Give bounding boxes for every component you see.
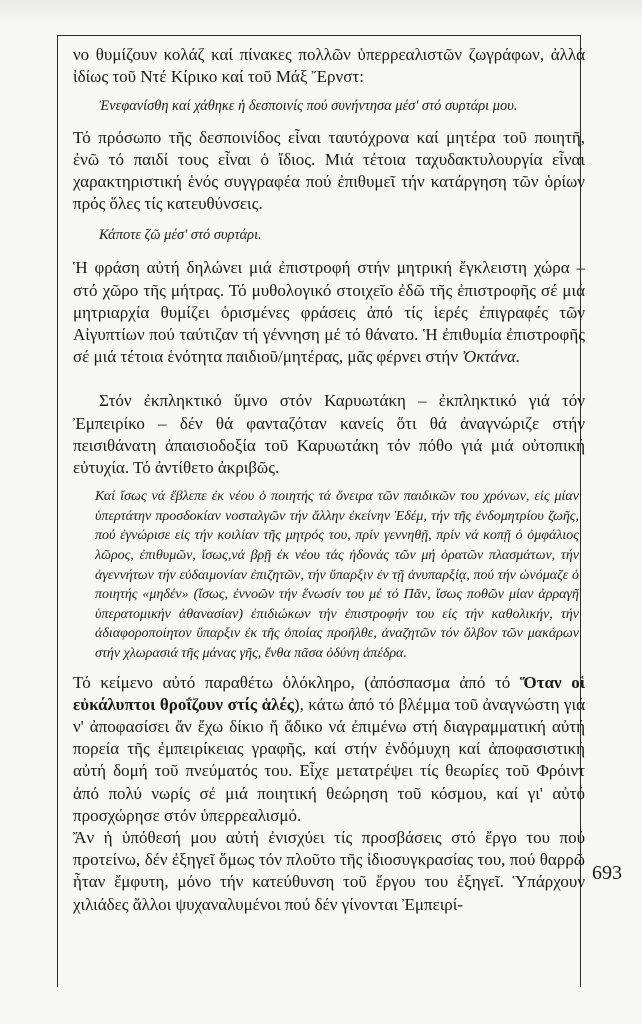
paragraph-2-text: Τό πρόσωπο τῆς δεσποινίδος εἶναι ταυτόχρονα καί μητέρα τοῦ ποιητῆ, ἐνῶ τό παιδί τους εἶναι ὁ ἴδιος. Μιά τέτοια ταχυδακτυλουργία εἶναι χαρακτηριστική ἑνός συγγραφέα πού ἐπιθυμεῖ τήν κατάργηση τῶν ὁρίων πρός ὅλες τίς κατευθύνσεις. — [73, 127, 585, 214]
paragraph-6: Ἄν ἡ ὑπόθεσή μου αὐτή ἐνισχύει τίς προσβάσεις στό ἔργο του πού προτείνω, δέν ἐξηγεῖ ὅμως τόν πλοῦτο τῆς ἰδιοσυγκρασίας του, πού θαρρῶ ἦταν ἔμφυτη, μόνο τήν κατεύθυνση τοῦ ἔργου του ἐξηγεῖ. Ὑπάρχουν χιλιάδες ἄλλοι ψυχαναλυμένοι πού δέν γίνονται Ἐμπειρί- — [73, 828, 585, 914]
paragraph-4: Στόν ἐκπληκτικό ὕμνο στόν Καρυωτάκη – ἐκπληκτικό γιά τόν Ἐμπειρίκο – δέν θά φανταζόταν κανείς ὅτι θά ἀναγνώριζε στήν πεισιθάνατη ἀπαισιοδοξία τοῦ Καρυωτάκη τόν πόθο γιά μιά οὐτοπική εὐτυχία. Τό ἀντίθετο ἀκριβῶς. — [73, 391, 585, 478]
paragraph-2 — [73, 127, 585, 216]
page-text-column — [73, 44, 585, 916]
paragraph-5-text-a: Τό κείμενο αὐτό παραθέτω ὁλόκληρο, (ἀπόσπασμα ἀπό τό — [73, 672, 511, 692]
left-border-line — [57, 35, 58, 987]
paragraph-3-text: Ἡ φράση αὐτή δηλώνει μιά ἐπιστροφή στήν μητρική ἔγκλειστη χώρα – στό χῶρο τῆς μήτρας. Τό μυθολογικό στοιχεῖο ἐδῶ τῆς ἐπιστροφῆς σέ μιά μητριαρχία θυμίζει ὁρισμένες φράσεις ἀπό τίς ἱερές ἐπιγραφές τῶν Αἰγυπτίων πού ταύτιζαν τή γέννηση μέ τό θάνατο. Ἡ ἐπιθυμία ἐπιστροφῆς σέ μιά τέτοια ἑνότητα παιδιοῦ/μητέρας, μᾶς φέρνει στήν — [73, 258, 585, 367]
page-number: 693 — [592, 862, 622, 884]
paragraph-5-book-title: Ὅταν οἱ εὐκάλυπτοι θροΐζουν στίς ἁλές — [73, 672, 586, 714]
quote-3: Καί ἴσως νά ἔβλεπε ἐκ νέου ὁ ποιητής τά ὄνειρα τῶν παιδικῶν του χρόνων, εἰς μίαν ὑπερτάτην προσδοκίαν νοσταλγῶν τήν ἄλλην ἐκείνην Ἐδέμ, τήν τῆς ἐνδομητρίου ζωῆς, πού ἐγνώρισε εἰς τήν κοιλίαν τῆς μητρός του, πρίν γεννηθῇ, πρίν νά κοπῇ ὁ ὀμφάλιος λῶρος, ἐπιθυμῶν, ἴσως,νά βρῇ ἐκ νέου τάς ἡδονάς τῶν μή ὁρατῶν πλασμάτων, τήν ἀγεννήτων τήν εὐδαιμονίαν ἐπιζητῶν, τήν ὕπαρξιν ἐν τῇ ἀνυπαρξίᾳ, πού τήν ὠνόμαζε ὁ ποιητής «μηδέν» (ἴσως, ἐννοῶν τήν ἕνωσίν του μέ τό Πᾶν, ἴσως ποθῶν μίαν ἀρραγῆ ὑπερατομικήν ἀθανασίαν) ἐπιδιώκων τήν ἐπιστροφήν του εἰς τήν καθολικήν, τήν ἀδιαφοροποίητον ὕπαρξιν ἐκ τῆς ὁποίας προῆλθε, ἀναζητῶν τόν ὄλβον τῶν μακάρων στήν χλωρασιά τῆς μάνας γῆς, ἔνθα πᾶσα ὀδύνη ἀπέδρα. — [95, 489, 579, 661]
paragraph-5 — [73, 672, 585, 827]
paragraph-5-text-b: ), κάτω ἀπό τό βλέμμα τοῦ ἀναγνώστη γιά ν' ἀποφασίσει ἄν ἔχω δίκιο ἤ ἄδικο νά ἐπιμένω στή διαγραμματική αὐτή πορεία τῆς ἐμπειρίκειας γραφῆς, καί στήν ἐνδόμυχη καί ἀποφασιστική αὐτή δομή τοῦ πνεύματός του. Εἶχε μετατρέψει τίς θεωρίες τοῦ Φρόιντ ἀπό πολύ νωρίς σέ μιά ποιητική θεώρηση τοῦ κόσμου, καί γι' αὐτό προσχώρησε στόν ὑπερρεαλισμό. — [73, 694, 585, 825]
quote-1: Ἐνεφανίσθη καί χάθηκε ἡ δεσποινίς πού συνήντησα μέσ' στό συρτάρι μου. — [99, 98, 518, 115]
paragraph-3-italic: Ὀκτάνα. — [462, 347, 521, 367]
quote-2: Κάποτε ζῶ μέσ' στό συρτάρι. — [99, 227, 262, 244]
top-border-line — [58, 35, 580, 36]
paragraph-3 — [73, 257, 585, 368]
page-top-shadow — [0, 0, 642, 22]
paragraph-1: νο θυμίζουν κολάζ καί πίνακες πολλῶν ὑπερρεαλιστῶν ζωγράφων, ἀλλά ἰδίως τοῦ Ντέ Κίρικο καί τοῦ Μάξ Ἔρνστ: — [73, 45, 585, 87]
